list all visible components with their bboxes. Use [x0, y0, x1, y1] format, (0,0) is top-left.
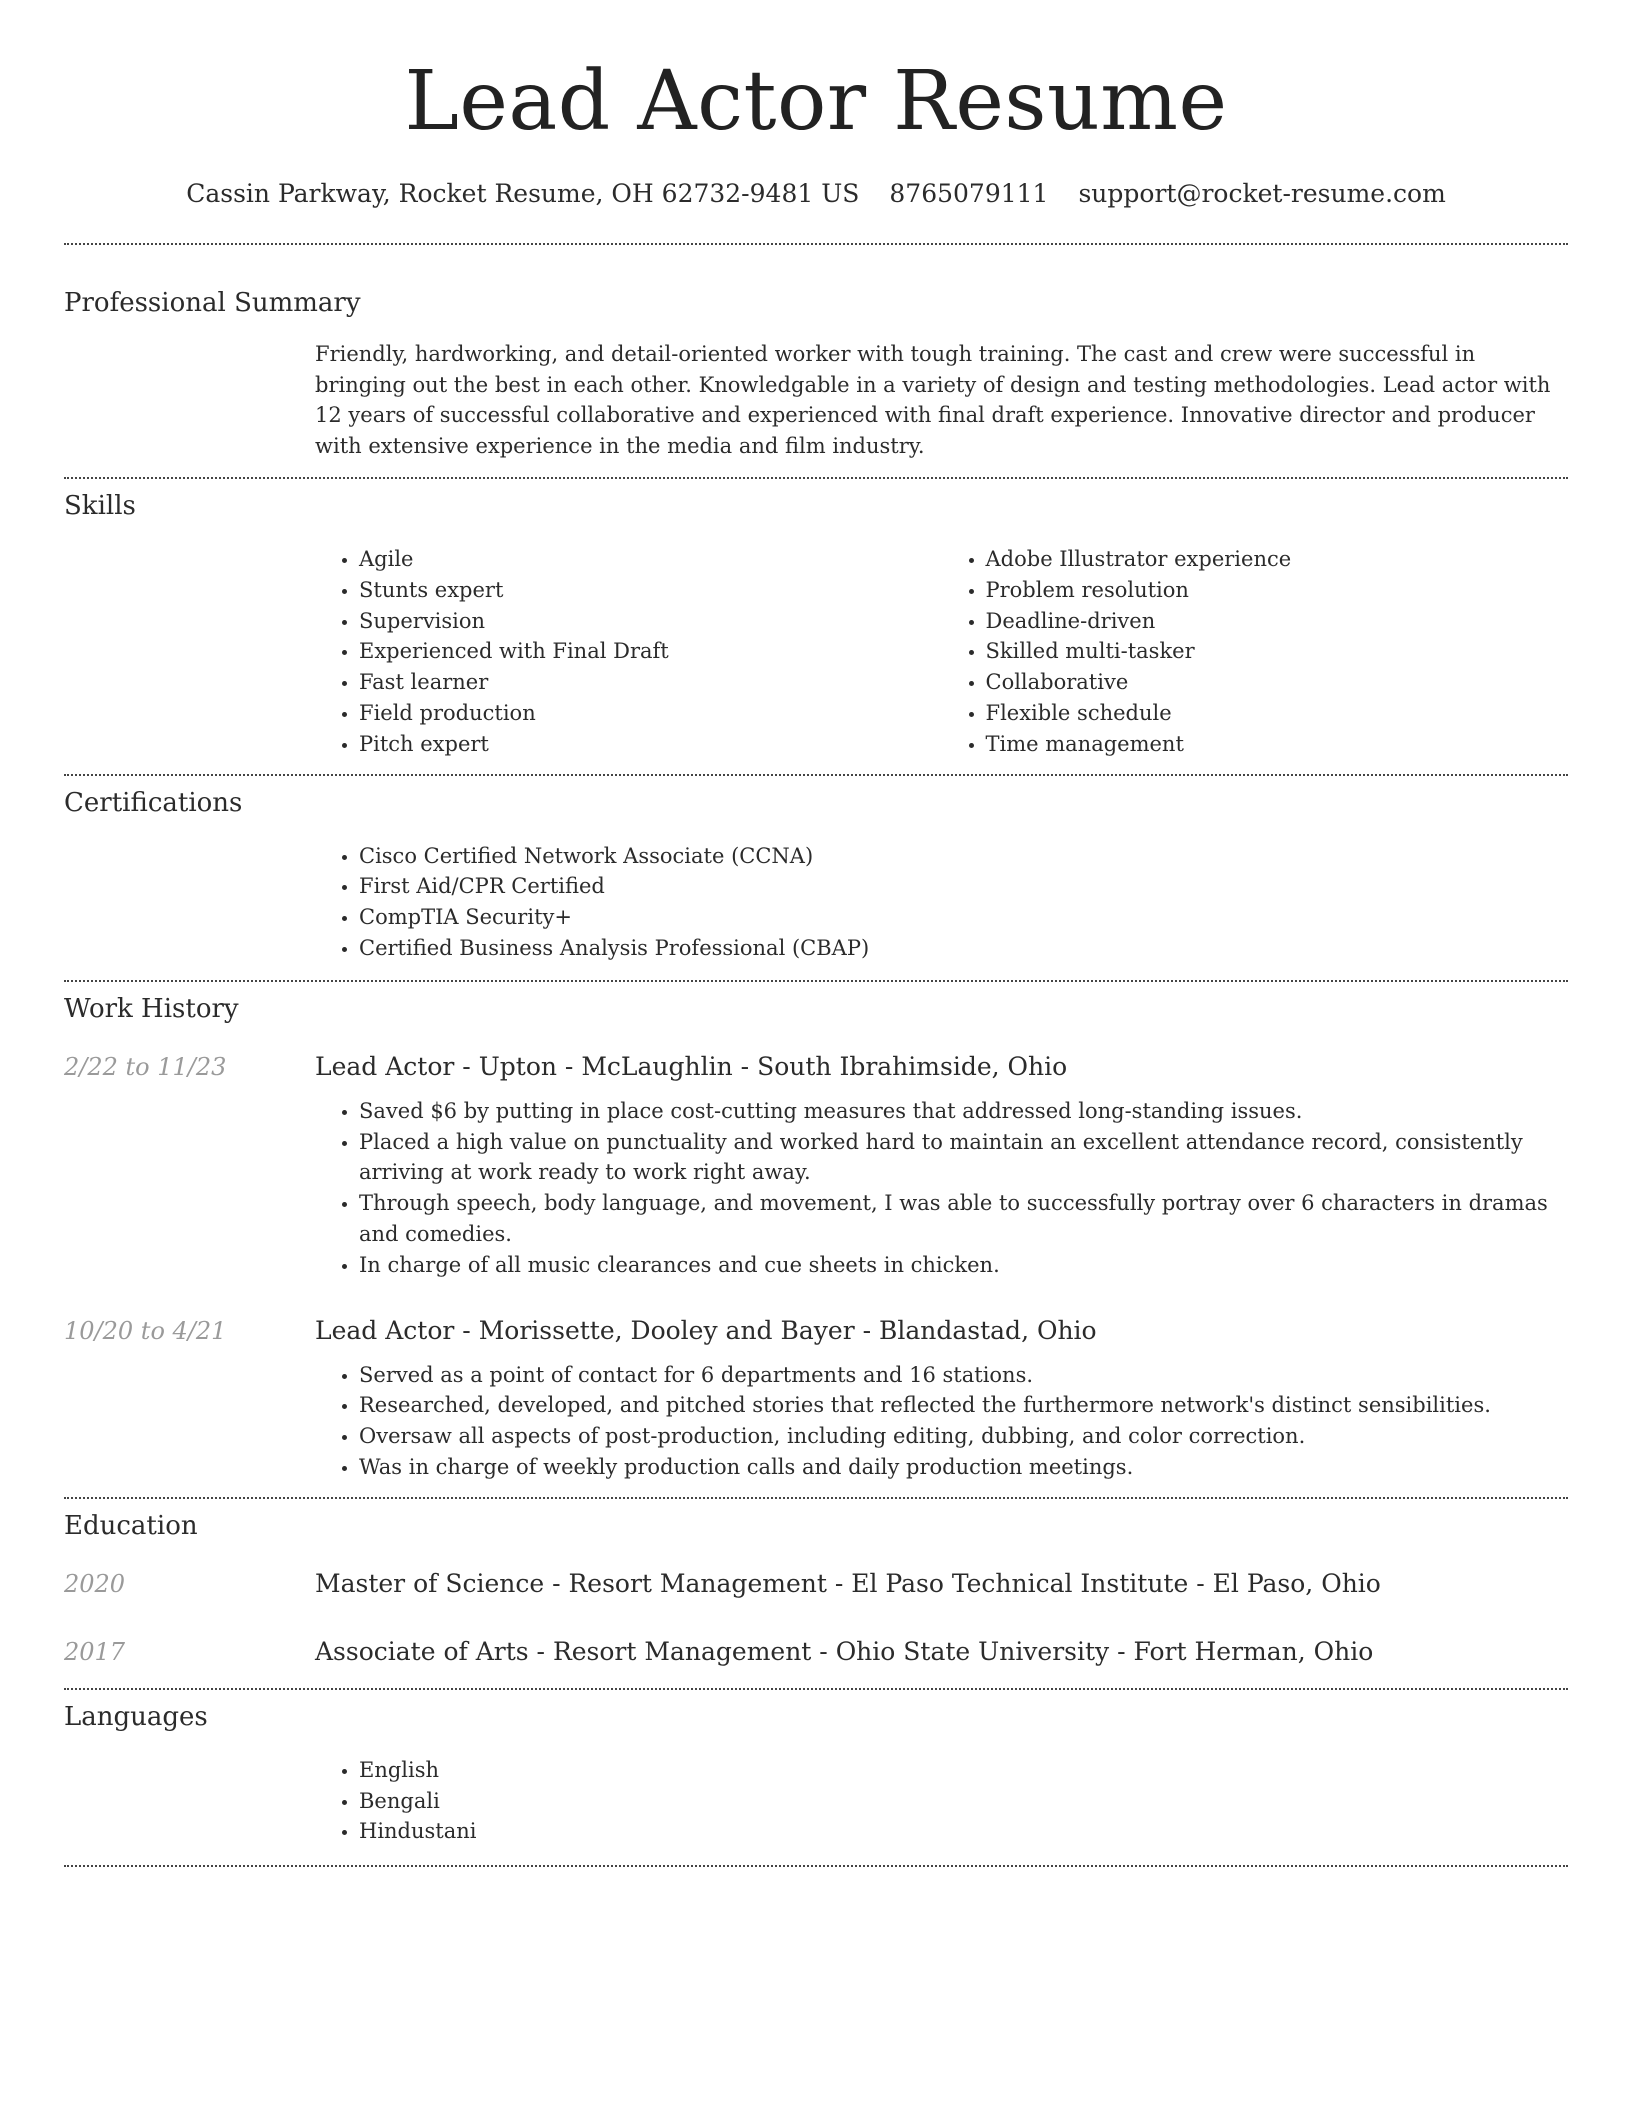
list-item: • CompTIA Security+: [359, 902, 1568, 933]
list-item: • Agile: [359, 544, 942, 575]
education-entry: [64, 1568, 1568, 1600]
list-item: • In charge of all music clearances and cue sheets in chicken.: [359, 1250, 1568, 1281]
contact-address: Cassin Parkway, Rocket Resume, OH 62732-9481 US: [186, 179, 860, 208]
languages-list: [315, 1755, 1568, 1847]
list-item: • Was in charge of weekly production calls and daily production meetings.: [359, 1452, 1568, 1483]
divider: [64, 477, 1568, 479]
contact-line: [64, 178, 1568, 210]
divider: [64, 980, 1568, 982]
list-item: • Bengali: [359, 1786, 1568, 1817]
job-dates: 2/22 to 11/23: [64, 1052, 227, 1081]
skills-list-right: [942, 544, 1569, 760]
education-school: Ohio State University: [835, 1636, 1110, 1666]
education-school: El Paso Technical Institute: [851, 1568, 1189, 1598]
resume-title: Lead Actor Resume: [404, 54, 1228, 149]
job-bullets: [315, 1096, 1568, 1281]
education-heading: Associate of Arts - Resort Management - Ohio State University - Fort Herman, Ohio: [315, 1636, 1374, 1666]
list-item: • Collaborative: [986, 667, 1569, 698]
divider: [64, 1497, 1568, 1499]
list-item: • Supervision: [359, 606, 942, 637]
list-item: • Problem resolution: [986, 575, 1569, 606]
list-item: • Fast learner: [359, 667, 942, 698]
job-location: Blandastad, Ohio: [879, 1315, 1097, 1345]
list-item: • Time management: [986, 729, 1569, 760]
list-item: • Adobe Illustrator experience: [986, 544, 1569, 575]
education-entry: [64, 1636, 1568, 1668]
education-location: Fort Herman, Ohio: [1133, 1636, 1374, 1666]
section-title-certifications: Certifications: [64, 787, 243, 818]
education-degree: Master of Science: [315, 1568, 545, 1598]
contact-phone: 8765079111: [889, 179, 1049, 208]
divider: [64, 774, 1568, 776]
education-heading: Master of Science - Resort Management - El Paso Technical Institute - El Paso, Ohio: [315, 1568, 1381, 1598]
education-year: 2017: [64, 1637, 126, 1666]
job-company: Morissette, Dooley and Bayer: [478, 1315, 855, 1345]
divider: [64, 243, 1568, 245]
work-history-section: [64, 993, 1568, 1483]
list-item: • Hindustani: [359, 1816, 1568, 1847]
summary-text: Friendly, hardworking, and detail-oriented worker with tough training. The cast and crew were successful in bringing out the best in each other. Knowledgable in a variety of design and testing methodologies. Lead actor with 12 years of successful collaborative and experienced with final draft experience. Innovative director and producer with extensive experience in the media and film industry.: [315, 342, 1551, 458]
job-heading: Lead Actor - Morissette, Dooley and Bayer - Blandastad, Ohio: [315, 1315, 1097, 1345]
list-item: • Oversaw all aspects of post-production, including editing, dubbing, and color correction.: [359, 1421, 1568, 1452]
summary-section: [64, 287, 1568, 461]
list-item: • First Aid/CPR Certified: [359, 871, 1568, 902]
list-item: • Saved $6 by putting in place cost-cutting measures that addressed long-standing issues.: [359, 1096, 1568, 1127]
list-item: • English: [359, 1755, 1568, 1786]
education-year: 2020: [64, 1569, 126, 1598]
job-entry: [64, 1051, 1568, 1281]
education-field: Resort Management: [568, 1568, 827, 1598]
skills-list-left: [315, 544, 942, 760]
section-title-languages: Languages: [64, 1701, 208, 1732]
section-title-education: Education: [64, 1510, 198, 1541]
job-dates: 10/20 to 4/21: [64, 1316, 227, 1345]
education-location: El Paso, Ohio: [1212, 1568, 1381, 1598]
divider: [64, 1865, 1568, 1867]
list-item: • Skilled multi-tasker: [986, 636, 1569, 667]
list-item: • Deadline-driven: [986, 606, 1569, 637]
job-title: Lead Actor: [315, 1051, 455, 1081]
job-entry: [64, 1315, 1568, 1483]
list-item: • Field production: [359, 698, 942, 729]
education-section: [64, 1510, 1568, 1668]
list-item: • Flexible schedule: [986, 698, 1569, 729]
languages-section: [64, 1701, 1568, 1847]
education-field: Resort Management: [552, 1636, 812, 1666]
list-item: • Experienced with Final Draft: [359, 636, 942, 667]
skills-section: [64, 490, 1568, 760]
list-item: • Certified Business Analysis Professional (CBAP): [359, 933, 1568, 964]
certifications-list: [315, 841, 1568, 964]
job-company: Upton - McLaughlin: [478, 1051, 733, 1081]
list-item: • Pitch expert: [359, 729, 942, 760]
divider: [64, 1688, 1568, 1690]
section-title-skills: Skills: [64, 491, 136, 521]
job-bullets: [315, 1360, 1568, 1483]
job-title: Lead Actor: [315, 1315, 455, 1345]
job-location: South Ibrahimside, Ohio: [757, 1051, 1068, 1081]
section-title-summary: Professional Summary: [64, 288, 361, 318]
list-item: • Placed a high value on punctuality and worked hard to maintain an excellent attendance record, consistently arriving at work ready to work right away.: [359, 1127, 1568, 1189]
job-heading: Lead Actor - Upton - McLaughlin - South Ibrahimside, Ohio: [315, 1051, 1068, 1081]
list-item: • Researched, developed, and pitched stories that reflected the furthermore network's distinct sensibilities.: [359, 1390, 1568, 1421]
contact-email: support@rocket-resume.com: [1078, 179, 1446, 208]
list-item: • Through speech, body language, and movement, I was able to successfully portray over 6 characters in dramas and comedies.: [359, 1188, 1568, 1250]
section-title-work-history: Work History: [64, 993, 239, 1024]
education-degree: Associate of Arts: [315, 1636, 529, 1666]
list-item: • Cisco Certified Network Associate (CCNA): [359, 841, 1568, 872]
list-item: • Stunts expert: [359, 575, 942, 606]
certifications-section: [64, 787, 1568, 964]
list-item: • Served as a point of contact for 6 departments and 16 stations.: [359, 1360, 1568, 1391]
